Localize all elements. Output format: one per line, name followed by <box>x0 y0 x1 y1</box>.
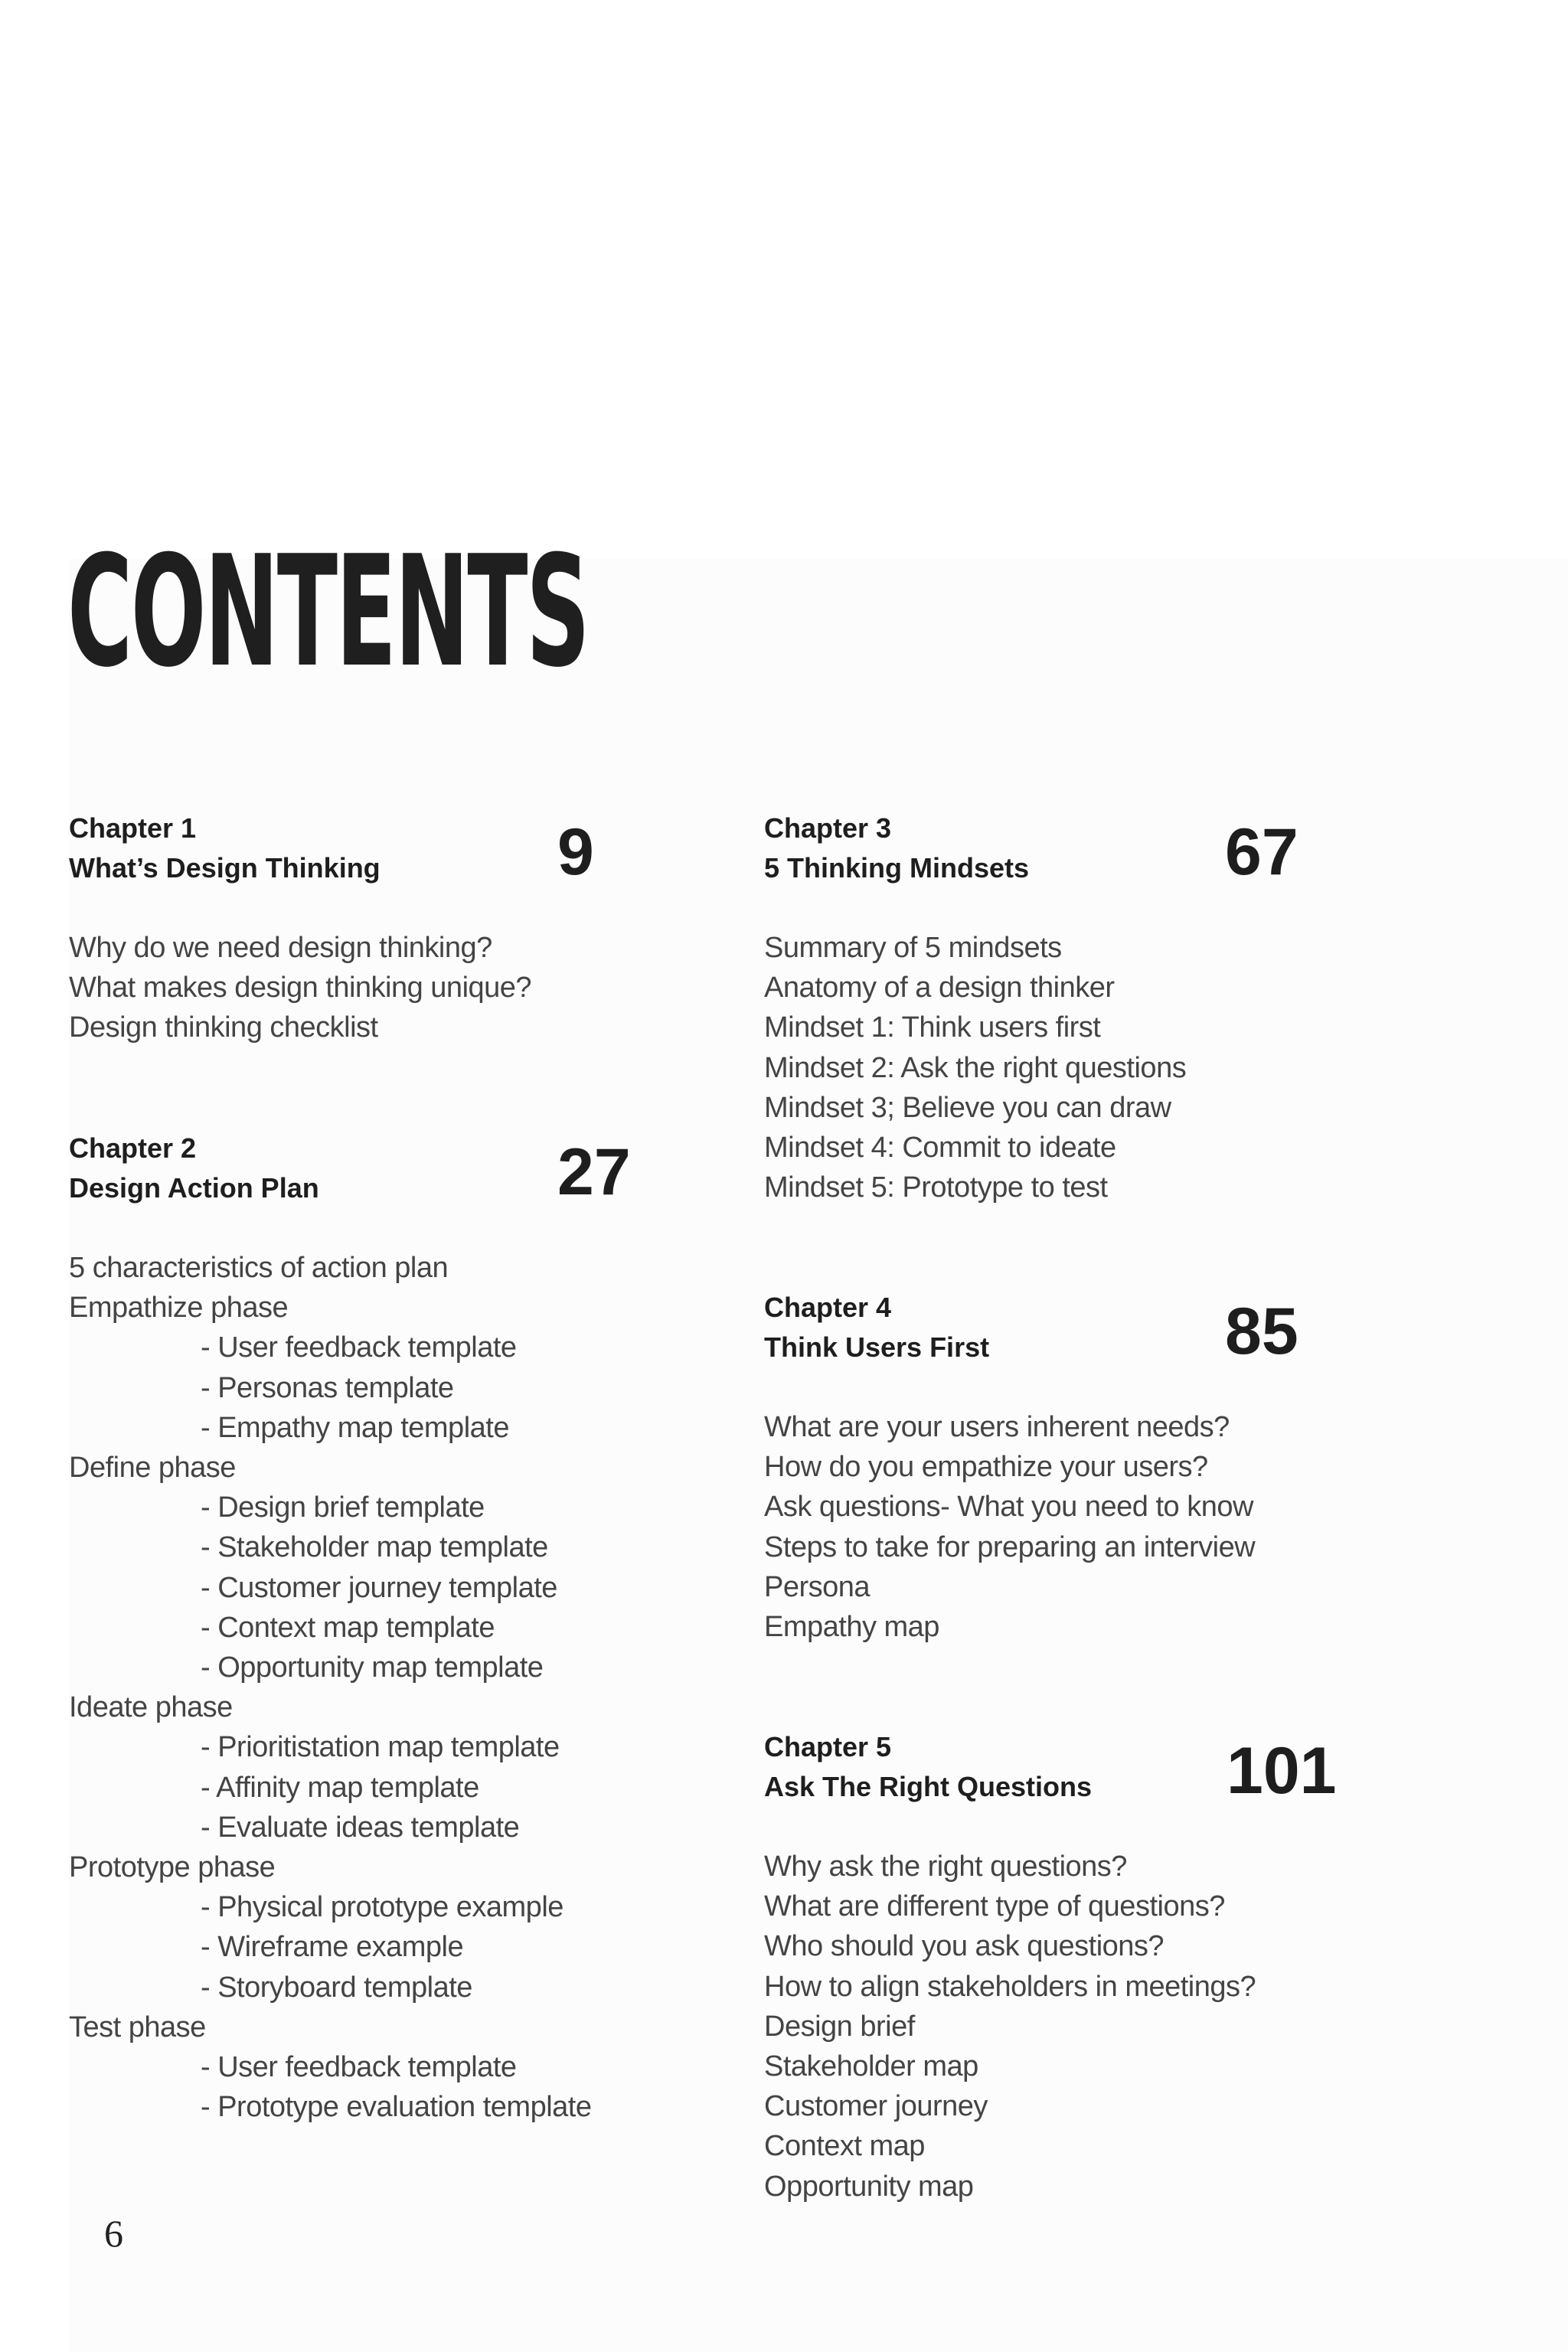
list-item: Persona <box>764 1570 871 1603</box>
chapter-title: What’s Design Thinking <box>69 852 381 884</box>
chapter-page-number: 27 <box>557 1135 631 1209</box>
list-item: Customer journey <box>764 2090 988 2123</box>
chapter-title: Design Action Plan <box>69 1172 319 1204</box>
list-item: Design thinking checklist <box>69 1011 378 1044</box>
list-subitem: - Stakeholder map template <box>201 1531 548 1564</box>
chapter-3-entry[interactable] <box>764 808 1346 1207</box>
chapter-1-entry[interactable] <box>69 808 651 1048</box>
chapter-label: Chapter 2 <box>69 1132 197 1164</box>
list-item: What are your users inherent needs? <box>764 1411 1230 1443</box>
chapter-title: Ask The Right Questions <box>764 1771 1093 1802</box>
chapter-2-topics <box>69 1248 697 2127</box>
list-subitem: - Personas template <box>201 1371 454 1404</box>
list-subitem: - Evaluate ideas template <box>201 1811 520 1844</box>
list-item: What makes design thinking unique? <box>69 972 532 1004</box>
list-item: Stakeholder map <box>764 2050 978 2083</box>
list-item: Test phase <box>69 2011 206 2043</box>
chapter-2-entry[interactable] <box>69 1129 697 2127</box>
list-item: Mindset 5: Prototype to test <box>764 1171 1108 1204</box>
list-subitem: - User feedback template <box>201 1331 517 1364</box>
list-item: What are different type of questions? <box>764 1890 1225 1923</box>
list-subitem: - Affinity map template <box>201 1771 479 1804</box>
list-subitem: - Empathy map template <box>201 1411 509 1444</box>
list-item: Summary of 5 mindsets <box>764 932 1062 964</box>
list-item: Steps to take for preparing an interview <box>764 1530 1256 1563</box>
list-item: Why do we need design thinking? <box>69 932 492 964</box>
list-item: Empathy map <box>764 1611 939 1644</box>
list-subitem: - Prototype evaluation template <box>201 2091 592 2124</box>
list-item: Who should you ask questions? <box>764 1930 1165 1963</box>
list-item: Ideate phase <box>69 1691 233 1724</box>
page-number: 6 <box>104 2212 123 2255</box>
list-subitem: - User feedback template <box>201 2051 517 2084</box>
list-item: Why ask the right questions? <box>764 1851 1127 1883</box>
chapter-5-topics <box>764 1847 1392 2207</box>
chapter-4-entry[interactable] <box>764 1288 1392 1647</box>
list-subitem: - Opportunity map template <box>201 1651 544 1684</box>
chapter-label: Chapter 3 <box>764 812 892 844</box>
list-item: Anatomy of a design thinker <box>764 972 1115 1004</box>
list-item: 5 characteristics of action plan <box>69 1252 449 1284</box>
list-item: Define phase <box>69 1452 236 1485</box>
list-item: Mindset 4: Commit to ideate <box>764 1132 1116 1165</box>
chapter-1-topics <box>69 928 651 1048</box>
list-subitem: - Customer journey template <box>201 1571 557 1604</box>
chapter-3-topics <box>764 928 1346 1207</box>
list-item: Mindset 3; Believe you can draw <box>764 1091 1171 1124</box>
chapter-page-number: 9 <box>557 815 594 889</box>
list-subitem: - Prioritistation map template <box>201 1731 560 1764</box>
chapter-page-number: 101 <box>1227 1734 1337 1808</box>
list-item: Mindset 1: Think users first <box>764 1011 1101 1044</box>
chapter-5-entry[interactable] <box>764 1727 1392 2207</box>
list-item: How do you empathize your users? <box>764 1451 1208 1484</box>
chapter-label: Chapter 5 <box>764 1731 892 1762</box>
list-item: Mindset 2: Ask the right questions <box>764 1051 1187 1084</box>
list-item: Design brief <box>764 2010 915 2043</box>
list-subitem: - Wireframe example <box>201 1931 464 1964</box>
list-item: How to align stakeholders in meetings? <box>764 1970 1256 2003</box>
list-subitem: - Context map template <box>201 1611 495 1644</box>
list-subitem: - Design brief template <box>201 1491 485 1524</box>
list-item: Prototype phase <box>69 1851 276 1884</box>
chapter-4-topics <box>764 1407 1392 1647</box>
chapter-title: 5 Thinking Mindsets <box>764 852 1030 884</box>
chapter-title: Think Users First <box>764 1331 990 1363</box>
list-item: Empathize phase <box>69 1292 289 1325</box>
page-title: CONTENTS <box>67 523 589 701</box>
list-item: Ask questions- What you need to know <box>764 1491 1253 1524</box>
chapter-label: Chapter 4 <box>764 1292 892 1323</box>
list-subitem: - Storyboard template <box>201 1971 472 2004</box>
chapter-page-number: 67 <box>1225 815 1298 889</box>
chapter-label: Chapter 1 <box>69 812 197 844</box>
list-item: Opportunity map <box>764 2170 974 2203</box>
list-item: Context map <box>764 2130 925 2163</box>
list-subitem: - Physical prototype example <box>201 1891 564 1924</box>
chapter-page-number: 85 <box>1225 1295 1298 1368</box>
